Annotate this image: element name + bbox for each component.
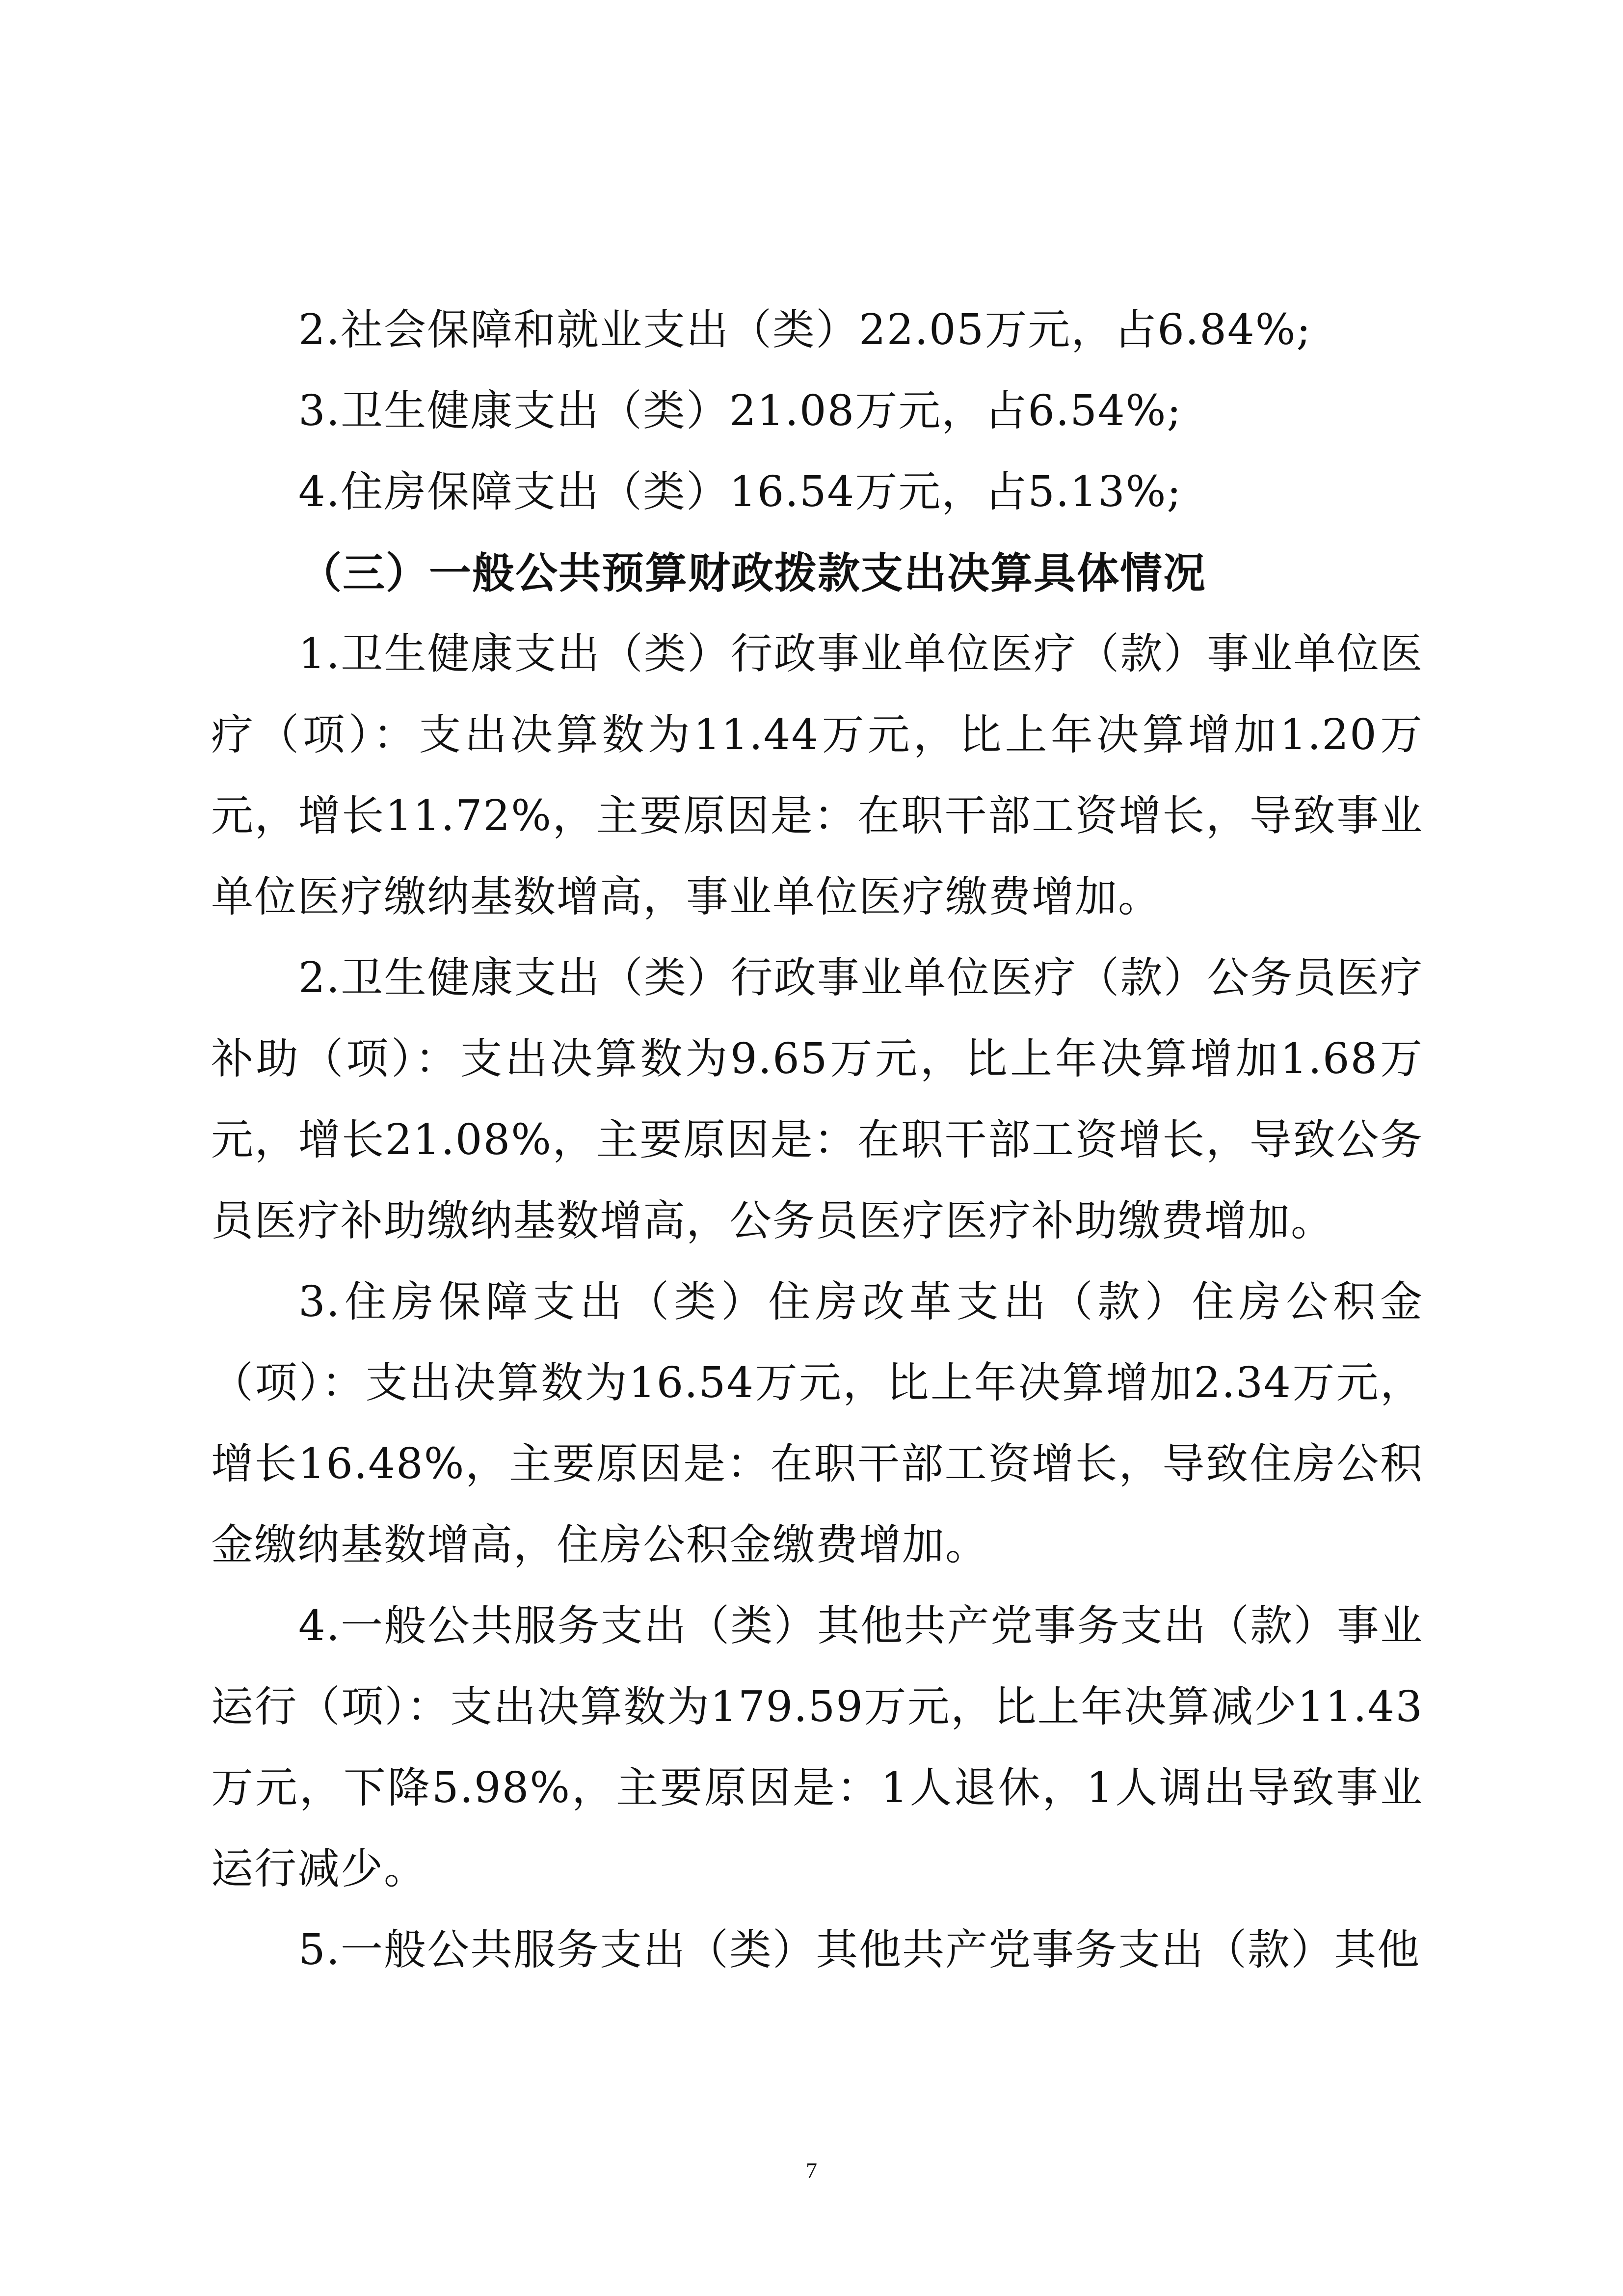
detail-item-2: 2.卫生健康支出（类）行政事业单位医疗（款）公务员医疗补助（项）：支出决算数为9.65万元，比上年决算增加1.68万元，增长21.08%，主要原因是：在职干部工资增长，导致公务员医疗补助缴纳基数增高，公务员医疗医疗补助缴费增加。: [211, 953, 1423, 1245]
detail-item-3: 3.住房保障支出（类）住房改革支出（款）住房公积金（项）：支出决算数为16.54万元，比上年决算增加2.34万元，增长16.48%，主要原因是：在职干部工资增长，导致住房公积金缴纳基数增高，住房公积金缴费增加。: [211, 1277, 1423, 1569]
section-heading: （三）一般公共预算财政拨款支出决算具体情况: [299, 548, 1206, 598]
detail-item-5: 5.一般公共服务支出（类）其他共产党事务支出（款）其他: [298, 1925, 1421, 1974]
detail-item-4: 4.一般公共服务支出（类）其他共产党事务支出（款）事业运行（项）：支出决算数为179.59万元，比上年决算减少11.43万元，下降5.98%，主要原因是：1人退休，1人调出导致事业运行减少。: [211, 1601, 1423, 1893]
summary-item-health: 3.卫生健康支出（类）21.08万元，占6.54%;: [298, 386, 1182, 435]
detail-item-1: 1.卫生健康支出（类）行政事业单位医疗（款）事业单位医疗（项）：支出决算数为11.44万元，比上年决算增加1.20万元，增长11.72%，主要原因是：在职干部工资增长，导致事业单位医疗缴纳基数增高，事业单位医疗缴费增加。: [211, 629, 1423, 921]
page-number: 7: [806, 2158, 817, 2183]
summary-item-social-security: 2.社会保障和就业支出（类）22.05万元，占6.84%;: [298, 305, 1312, 354]
summary-item-housing: 4.住房保障支出（类）16.54万元，占5.13%;: [298, 467, 1182, 516]
page-content: [211, 290, 1423, 1991]
